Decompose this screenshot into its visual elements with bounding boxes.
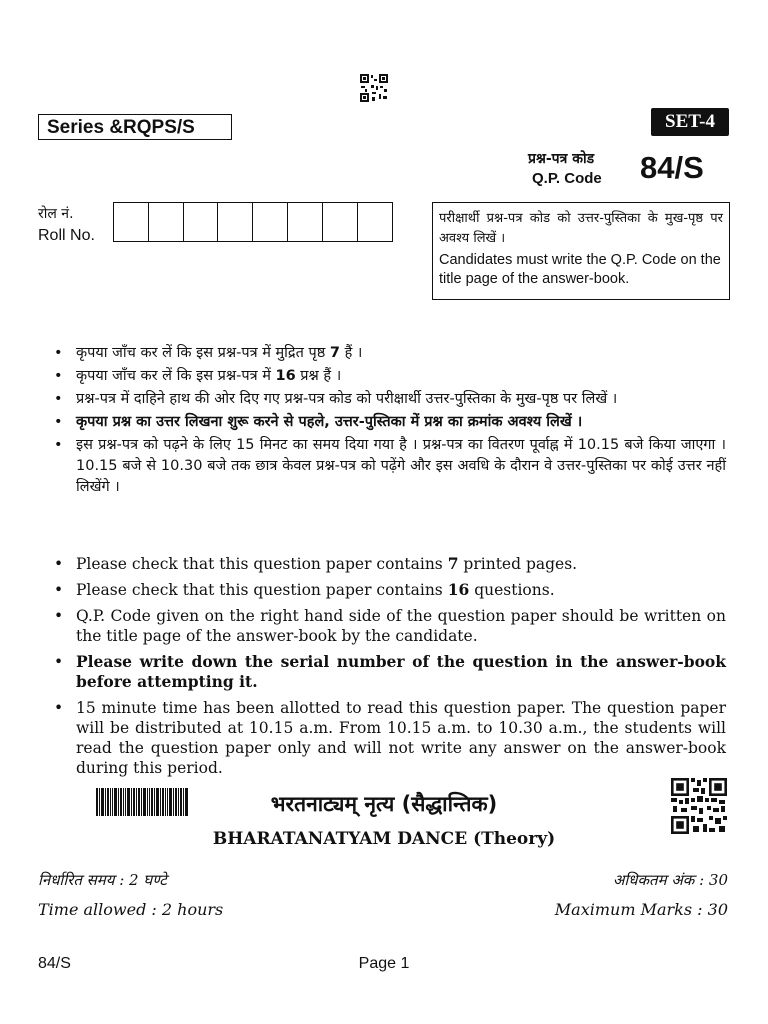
max-marks: Maximum Marks : 30 [554,900,728,919]
instruction-item: • प्रश्न-पत्र में दाहिने हाथ की ओर दिए गए प्रश्न-पत्र कोड को परीक्षार्थी उत्तर-पुस्तिका के मुख-पृष्ठ पर लिखें । [36,389,726,410]
instruction-item: • Please write down the serial number of the question in the answer-book before attempting it. [36,652,726,692]
instruction-item: • Please check that this question paper contains 7 printed pages. [36,554,726,574]
notice-text: Candidates must write the Q.P. Code on the title page of the answer-book. [439,252,721,287]
page-number: Page 1 [358,955,410,972]
qr-code-icon [671,778,727,834]
roll-no-cell [358,203,393,241]
instruction-item: • कृपया जाँच कर लें कि इस प्रश्न-पत्र में मुद्रित पृष्ठ 7 हैं । [36,343,726,364]
instruction-item: • 15 minute time has been allotted to read this question paper. The question paper will be distributed at 10.15 a.m. From 10.15 a.m. to 10.30 a.m., the students will read the question paper only and will not write any answer on the answer-book during this period. [36,698,726,778]
roll-no-label-hindi: रोल नं. [38,206,74,222]
qr-code-icon [360,74,388,102]
roll-no-cell [218,203,253,241]
instruction-item: • कृपया प्रश्न का उत्तर लिखना शुरू करने से पहले, उत्तर-पुस्तिका में प्रश्न का क्रमांक अवश्य लिखें । [36,412,726,433]
qp-code-label: Q.P. Code [532,170,602,187]
qp-code-label-hindi: प्रश्न-पत्र कोड [528,151,595,167]
instructions-hindi [36,343,726,500]
set-badge: SET-4 [651,108,729,136]
instruction-item: • Q.P. Code given on the right hand side of the question paper should be written on the title page of the answer-book by the candidate. [36,606,726,646]
roll-no-label: Roll No. [38,227,95,244]
roll-no-cell [288,203,323,241]
qp-code-value: 84/S [640,150,704,185]
subject-title-hindi: भरतनाट्यम् नृत्य (सैद्धान्तिक) [270,792,498,816]
instruction-item: • कृपया जाँच कर लें कि इस प्रश्न-पत्र में 16 प्रश्न हैं । [36,366,726,387]
footer-qp-code: 84/S [38,955,71,972]
subject-title: BHARATANATYAM DANCE (Theory) [212,829,556,849]
series-label: Series &RQPS/S [38,114,232,140]
candidate-notice-box [432,202,730,300]
roll-no-cell [114,203,149,241]
max-marks-hindi: अधिकतम अंक : 30 [612,871,728,889]
notice-text-hindi: परीक्षार्थी प्रश्न-पत्र कोड को उत्तर-पुस्तिका के मुख-पृष्ठ पर अवश्य लिखें । [439,211,723,246]
instruction-item: • Please check that this question paper contains 16 questions. [36,580,726,600]
roll-no-cell [323,203,358,241]
instructions-english [36,554,726,784]
roll-no-cell [184,203,219,241]
roll-no-boxes [113,202,393,242]
instruction-item: • इस प्रश्न-पत्र को पढ़ने के लिए 15 मिनट का समय दिया गया है । प्रश्न-पत्र का वितरण पूर्वाह्न में 10.15 बजे किया जाएगा । 10.15 बजे से 10.30 बजे तक छात्र केवल प्रश्न-पत्र को पढ़ेंगे और इस अवधि के दौरान वे उत्तर-पुस्तिका पर कोई उत्तर नहीं लिखेंगे । [36,435,726,498]
roll-no-cell [149,203,184,241]
time-allowed: Time allowed : 2 hours [38,900,224,919]
roll-no-cell [253,203,288,241]
time-allowed-hindi: निर्धारित समय : 2 घण्टे [38,871,167,889]
